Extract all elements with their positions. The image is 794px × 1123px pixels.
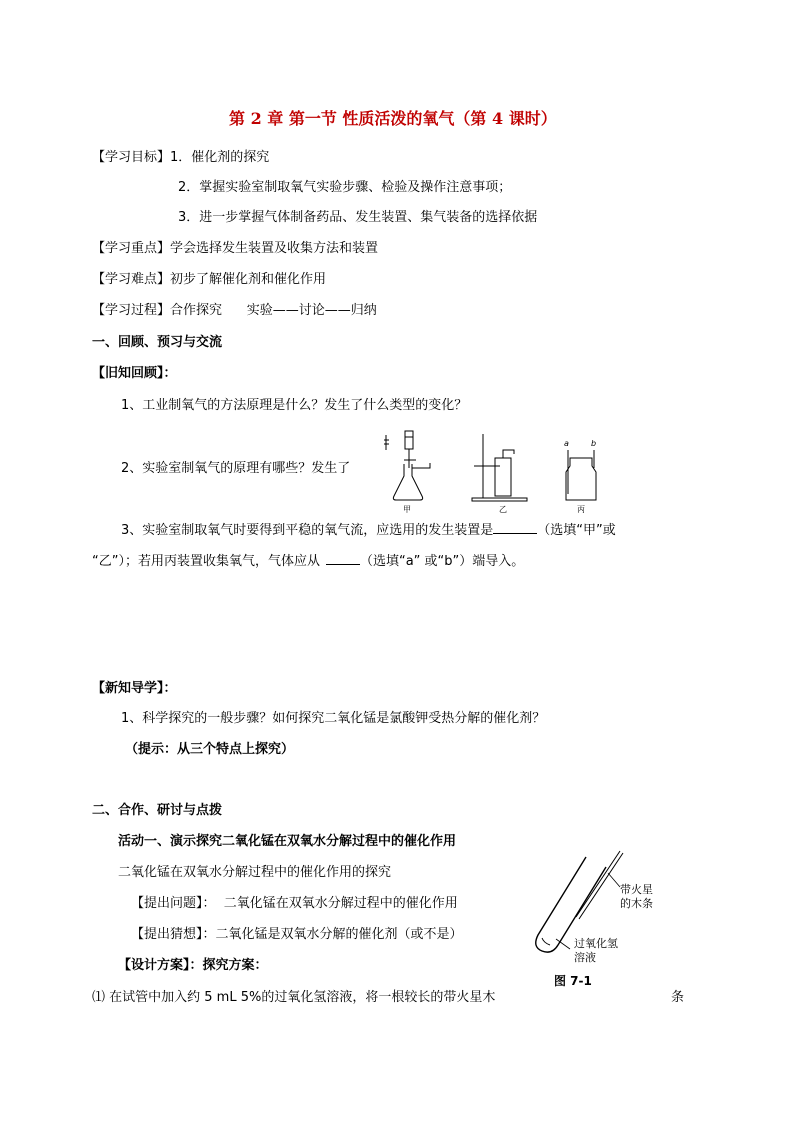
splint-label-line-1: 带火星 [620, 883, 653, 896]
difficulty-text: 初步了解催化剂和催化作用 [170, 272, 327, 287]
hypothesis-line [131, 923, 463, 942]
objectives-label: 【学习目标】 [92, 150, 171, 165]
design-label: 【设计方案】 [118, 958, 190, 973]
flask-apparatus-jia [384, 431, 430, 500]
difficulty-label: 【学习难点】 [92, 272, 171, 287]
design-text: ：探究方案： [189, 958, 268, 973]
stand-apparatus-yi [472, 434, 527, 501]
review-question-3-tail: （选填“甲”或 [537, 523, 616, 538]
step-1-text: ⑴ 在试管中加入约 5 mL 5%的过氧化氢溶液，将一根较长的带火星木 [92, 990, 496, 1005]
new-knowledge-question-1: 1、科学探究的一般步骤？如何探究二氧化锰是氯酸钾受热分解的催化剂？ [121, 711, 546, 726]
apparatus-label-b: b [591, 439, 597, 448]
activity-1-subtitle: 二氧化锰在双氧水分解过程中的催化作用的探究 [118, 865, 392, 880]
review-question-3-text: 3、实验室制取氧气时要得到平稳的氧气流，应选用的发生装置是 [121, 523, 494, 538]
apparatus-label-yi: 乙 [499, 505, 507, 514]
hypothesis-text: ：二氧化锰是双氧水分解的催化剂（或不是） [202, 927, 463, 942]
design-line [118, 954, 268, 973]
key-points-line [92, 237, 378, 256]
page-title: 第 2 章 第一节 性质活泼的氧气（第 4 课时） [229, 109, 557, 128]
question-text: ： 二氧化锰在双氧水分解过程中的催化作用 [202, 896, 458, 911]
review-question-1: 1、工业制氧气的方法原理是什么？发生了什么类型的变化？ [121, 398, 468, 413]
answer-blank-1[interactable] [493, 521, 537, 534]
step-1-tail: 条 [671, 990, 685, 1005]
section-1-heading: 一、回顾、预习与交流 [92, 335, 223, 350]
section-2-heading: 二、合作、研讨与点拨 [92, 803, 223, 818]
figure-caption: 图 7-1 [554, 974, 592, 988]
splint-label-line-2: 的木条 [620, 897, 653, 910]
apparatus-label-a: a [564, 439, 569, 448]
process-line [92, 299, 377, 318]
solution-label-line-2: 溶液 [574, 951, 596, 964]
apparatus-label-jia: 甲 [403, 505, 411, 514]
objective-item-2: 2．掌握实验室制取氧气实验步骤、检验及操作注意事项； [178, 180, 512, 195]
review-question-2: 2、实验室制氧气的原理有哪些？发生了 [121, 461, 351, 476]
answer-blank-2[interactable] [326, 552, 360, 565]
difficulty-line [92, 268, 326, 287]
key-points-label: 【学习重点】 [92, 241, 171, 256]
solution-label-line-1: 过氧化氢 [574, 937, 618, 950]
process-label: 【学习过程】 [92, 303, 171, 318]
new-knowledge-hint: （提示：从三个特点上探究） [125, 742, 295, 757]
review-question-3-part-a: “乙”）；若用丙装置收集氧气，气体应从 [92, 554, 320, 569]
hypothesis-label: 【提出猜想】 [131, 927, 203, 942]
bottle-apparatus-bing [566, 450, 596, 500]
key-points-text: 学会选择发生装置及收集方法和装置 [170, 241, 379, 256]
objective-item-1: 1．催化剂的探究 [170, 150, 270, 165]
review-question-3-line-1 [121, 519, 616, 538]
objective-item-3: 3．进一步掌握气体制备药品、发生装置、集气装备的选择依据 [178, 210, 538, 225]
apparatus-figure [378, 428, 608, 516]
review-question-3-line-2 [92, 550, 524, 569]
activity-1-title: 活动一、演示探究二氧化锰在双氧水分解过程中的催化作用 [118, 834, 457, 849]
new-knowledge-heading: 【新知导学】： [92, 681, 177, 696]
review-heading: 【旧知回顾】： [92, 366, 177, 381]
question-line [131, 892, 458, 911]
apparatus-label-bing: 丙 [577, 505, 585, 514]
process-text: 合作探究 实验——讨论——归纳 [170, 303, 377, 318]
review-question-3-part-b: （选填“a” 或“b”）端导入。 [359, 554, 525, 569]
test-tube-figure [524, 847, 674, 992]
question-label: 【提出问题】 [131, 896, 203, 911]
objectives-line-1 [92, 146, 269, 165]
